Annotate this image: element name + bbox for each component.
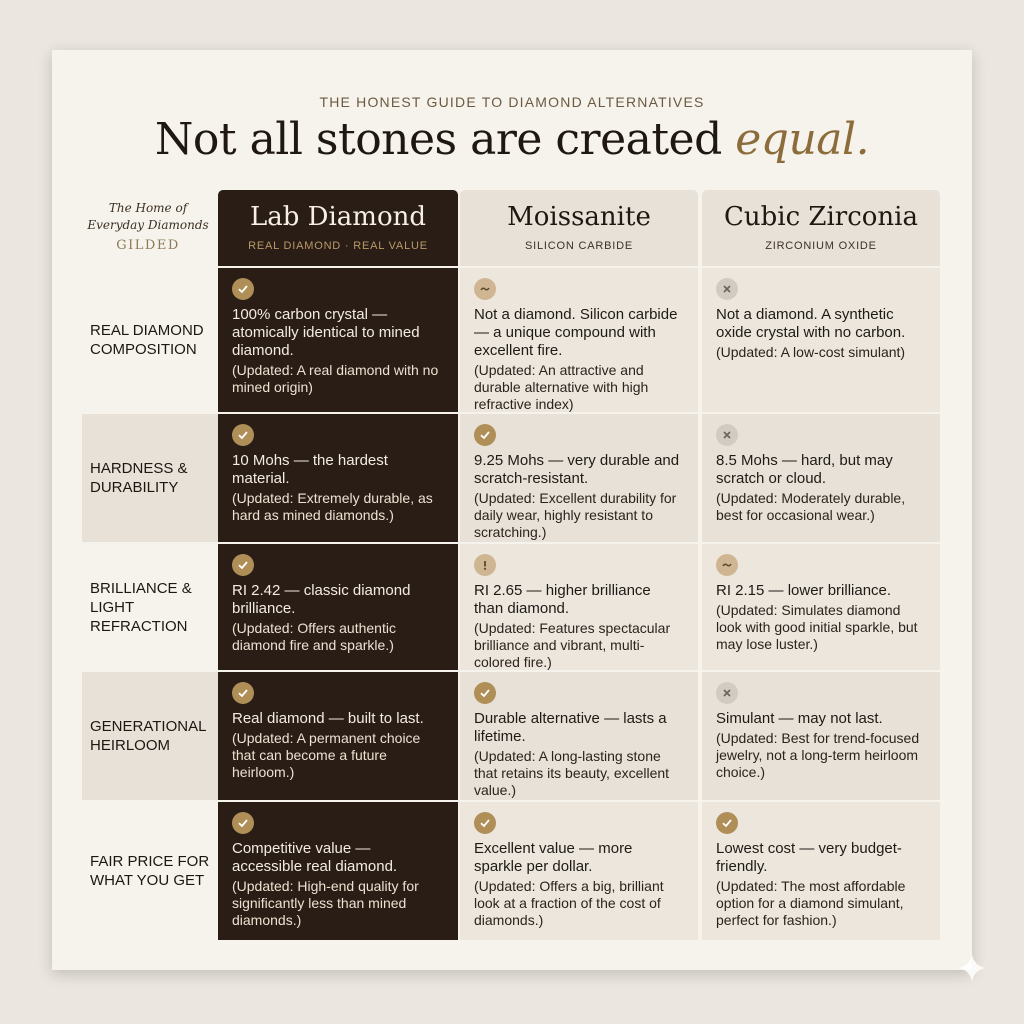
cell-main-text: RI 2.42 — classic diamond brilliance. — [232, 582, 411, 617]
x-icon — [716, 278, 738, 300]
column-header-cubic-zirconia — [702, 190, 940, 266]
brand-block — [78, 200, 218, 253]
table-cell — [702, 268, 940, 412]
row-label: BRILLIANCE & LIGHT REFRACTION — [90, 579, 192, 635]
check-icon — [474, 682, 496, 704]
cell-main-text: 9.25 Mohs — very durable and scratch-resistant. — [474, 452, 680, 487]
cell-main-text: RI 2.15 — lower brilliance. — [716, 582, 892, 599]
check-icon — [232, 554, 254, 576]
cell-note: (Updated: Simulates diamond look with good initial sparkle, but may lose luster.) — [716, 602, 918, 652]
table-cell — [460, 414, 698, 542]
row-label: HARDNESS & DURABILITY — [82, 414, 218, 542]
headline-accent: equal. — [735, 114, 870, 165]
cell-note: (Updated: A long-lasting stone that retains its beauty, excellent value.) — [474, 748, 670, 798]
cell-note: (Updated: A permanent choice that can become a future heirloom.) — [232, 730, 421, 780]
table-cell — [218, 414, 458, 542]
cell-note: (Updated: Moderately durable, best for occasional wear.) — [716, 490, 906, 523]
column-subtitle: REAL DIAMOND · REAL VALUE — [248, 240, 428, 252]
cell-main-text: Not a diamond. Silicon carbide — a unique compound with excellent fire. — [474, 306, 678, 359]
column-header-moissanite — [460, 190, 698, 266]
check-icon — [474, 812, 496, 834]
x-icon — [716, 424, 738, 446]
cell-note: (Updated: A real diamond with no mined origin) — [232, 362, 439, 395]
brand-logo-text: GILDED — [116, 238, 180, 253]
exclamation-icon — [474, 554, 496, 576]
table-cell — [218, 672, 458, 800]
table-cell — [702, 414, 940, 542]
table-cell — [218, 544, 458, 670]
tilde-icon — [716, 554, 738, 576]
cell-note: (Updated: High-end quality for significantly less than mined diamonds.) — [232, 878, 419, 928]
column-title: Cubic Zirconia — [723, 202, 918, 232]
cell-note: (Updated: Excellent durability for daily wear, highly resistant to scratching.) — [474, 490, 677, 540]
table-cell — [460, 802, 698, 940]
cell-note: (Updated: The most affordable option for a diamond simulant, perfect for fashion.) — [716, 878, 906, 928]
cell-main-text: 100% carbon crystal — atomically identical to mined diamond. — [232, 306, 420, 359]
cell-main-text: Durable alternative — lasts a lifetime. — [474, 710, 667, 745]
cell-note: (Updated: A low-cost simulant) — [716, 344, 906, 360]
cell-main-text: Not a diamond. A synthetic oxide crystal with no carbon. — [716, 306, 906, 341]
check-icon — [232, 812, 254, 834]
column-header-lab-diamond — [218, 190, 458, 266]
eyebrow-text: THE HONEST GUIDE TO DIAMOND ALTERNATIVES — [319, 94, 705, 110]
brand-tagline-2: Everyday Diamonds — [87, 218, 209, 232]
check-icon — [716, 812, 738, 834]
column-subtitle: SILICON CARBIDE — [525, 240, 633, 252]
x-icon — [716, 682, 738, 704]
cell-note: (Updated: An attractive and durable alternative with high refractive index) — [474, 362, 649, 412]
cell-note: (Updated: Offers a big, brilliant look at a fraction of the cost of diamonds.) — [474, 878, 664, 928]
cell-main-text: Real diamond — built to last. — [232, 710, 424, 727]
cell-main-text: 10 Mohs — the hardest material. — [232, 452, 388, 487]
check-icon — [232, 278, 254, 300]
table-cell — [218, 802, 458, 940]
cell-main-text: RI 2.65 — higher brilliance than diamond. — [474, 582, 651, 617]
cell-note: (Updated: Best for trend-focused jewelry, not a long-term heirloom choice.) — [716, 730, 920, 780]
row-label: GENERATIONAL HEIRLOOM — [82, 672, 218, 800]
check-icon — [474, 424, 496, 446]
sparkle-icon — [956, 952, 988, 984]
column-title: Moissanite — [507, 202, 651, 232]
check-icon — [232, 424, 254, 446]
row-label: REAL DIAMOND COMPOSITION — [90, 322, 204, 358]
cell-note: (Updated: Features spectacular brilliance and vibrant, multi-colored fire.) — [474, 620, 671, 670]
comparison-card — [52, 50, 972, 970]
table-cell — [218, 268, 458, 412]
check-icon — [232, 682, 254, 704]
column-subtitle: ZIRCONIUM OXIDE — [765, 240, 877, 252]
table-cell — [702, 802, 940, 940]
table-cell — [702, 672, 940, 800]
row-label: FAIR PRICE FOR WHAT YOU GET — [90, 853, 210, 889]
table-cell — [460, 672, 698, 800]
cell-main-text: Competitive value — accessible real diamond. — [232, 840, 398, 875]
cell-main-text: Simulant — may not last. — [716, 710, 883, 727]
table-cell — [702, 544, 940, 670]
cell-note: (Updated: Extremely durable, as hard as mined diamonds.) — [232, 490, 433, 523]
cell-note: (Updated: Offers authentic diamond fire and sparkle.) — [232, 620, 396, 653]
cell-main-text: 8.5 Mohs — hard, but may scratch or cloud. — [716, 452, 893, 487]
cell-main-text: Excellent value — more sparkle per dollar. — [474, 840, 633, 875]
table-cell — [460, 268, 698, 412]
column-title: Lab Diamond — [249, 202, 427, 232]
page-title — [52, 114, 972, 165]
brand-tagline-1: The Home of — [108, 201, 188, 215]
table-cell — [460, 544, 698, 670]
cell-main-text: Lowest cost — very budget-friendly. — [716, 840, 902, 875]
headline-main: Not all stones are created — [154, 114, 736, 165]
tilde-icon — [474, 278, 496, 300]
